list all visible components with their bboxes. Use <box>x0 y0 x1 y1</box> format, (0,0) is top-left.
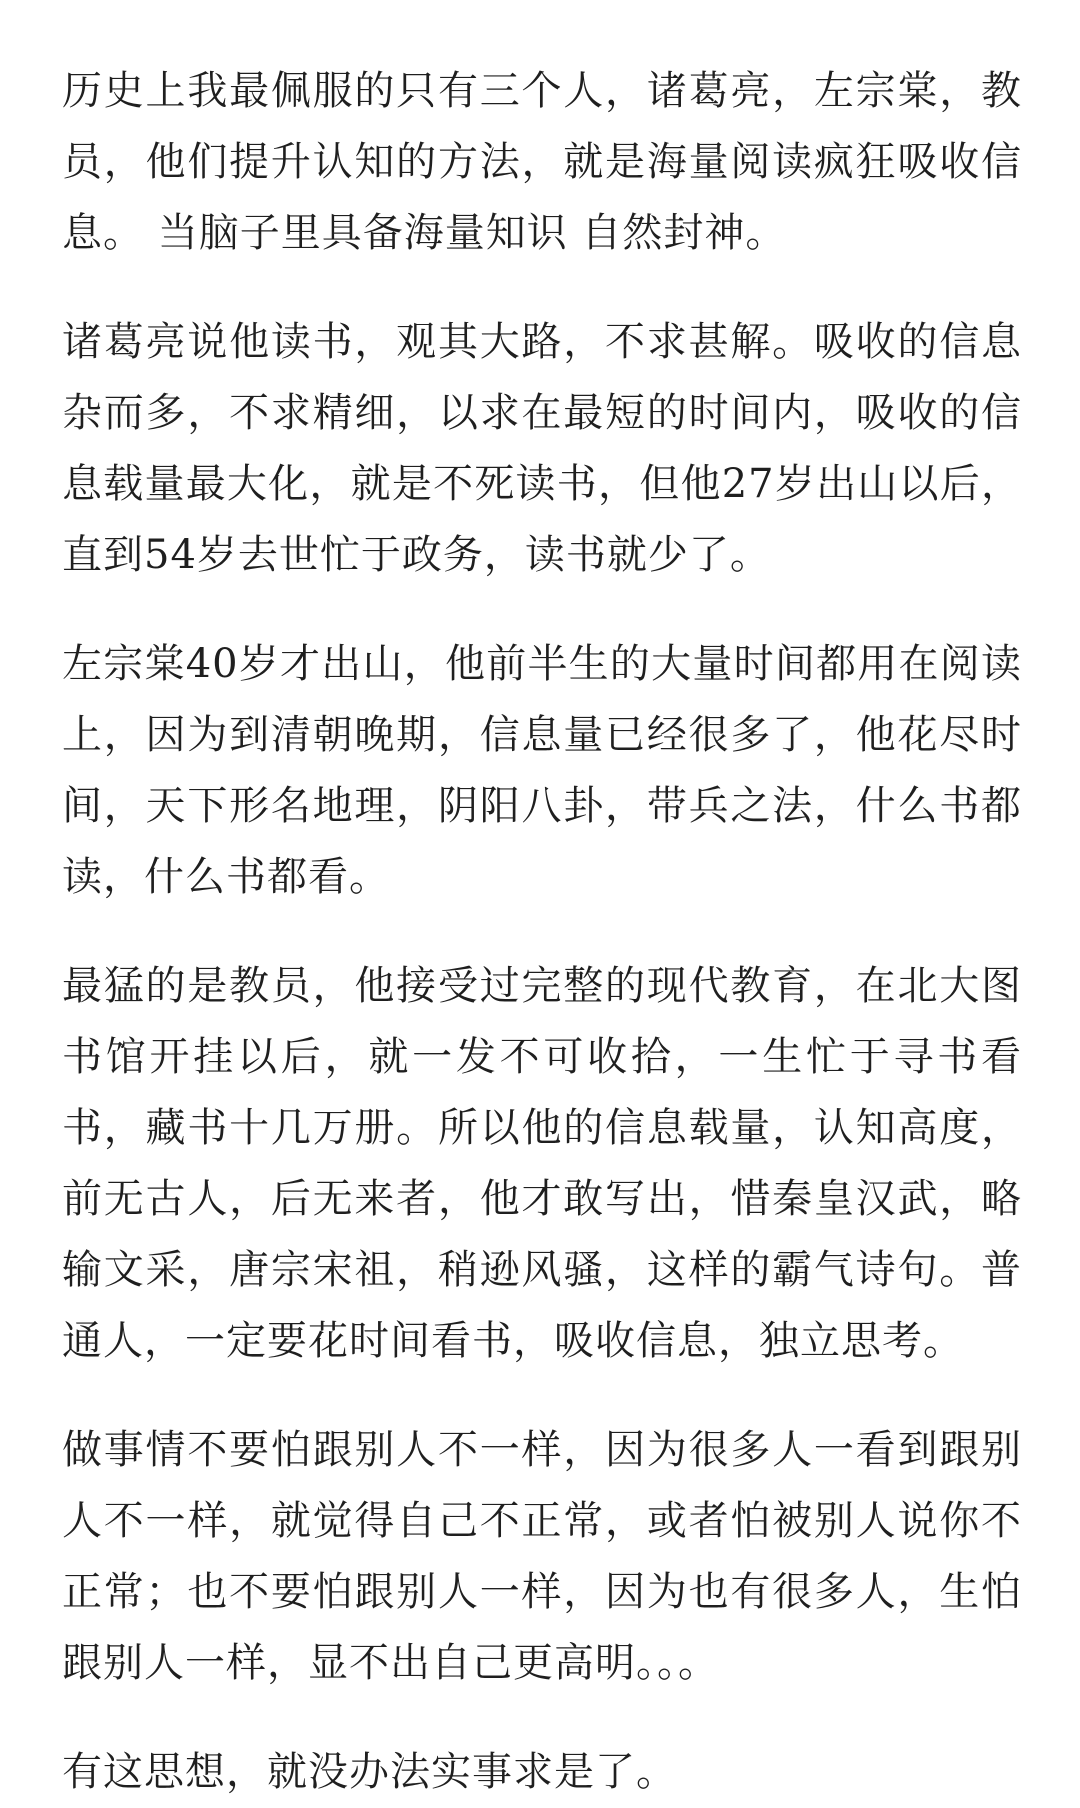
paragraph-5: 做事情不要怕跟别人不一样，因为很多人一看到跟别人不一样，就觉得自己不正常，或者怕被别人说你不正常；也不要怕跟别人一样，因为也有很多人，生怕跟别人一样，显不出自己更高明。。。 <box>62 1427 1022 1686</box>
paragraph-1: 历史上我最佩服的只有三个人，诸葛亮，左宗棠，教员，他们提升认知的方法，就是海量阅读疯狂吸收信息。 当脑子里具备海量知识 自然封神。 <box>62 68 1022 256</box>
paragraph-6: 有这思想，就没办法实事求是了。 <box>62 1749 677 1795</box>
paragraph-2: 诸葛亮说他读书，观其大路，不求甚解。吸收的信息杂而多，不求精细，以求在最短的时间内，吸收的信息载量最大化，就是不死读书，但他27岁出山以后，直到54岁去世忙于政务，读书就少了。 <box>62 319 1022 578</box>
paragraph-3: 左宗棠40岁才出山，他前半生的大量时间都用在阅读上，因为到清朝晚期，信息量已经很多了，他花尽时间，天下形名地理，阴阳八卦，带兵之法，什么书都读，什么书都看。 <box>62 641 1022 900</box>
paragraph-4: 最猛的是教员，他接受过完整的现代教育，在北大图书馆开挂以后，就一发不可收拾，一生忙于寻书看书，藏书十几万册。所以他的信息载量，认知高度，前无古人，后无来者，他才敢写出，惜秦皇汉武，略输文采，唐宗宋祖，稍逊风骚，这样的霸气诗句。普通人，一定要花时间看书，吸收信息，独立思考。 <box>62 963 1022 1364</box>
